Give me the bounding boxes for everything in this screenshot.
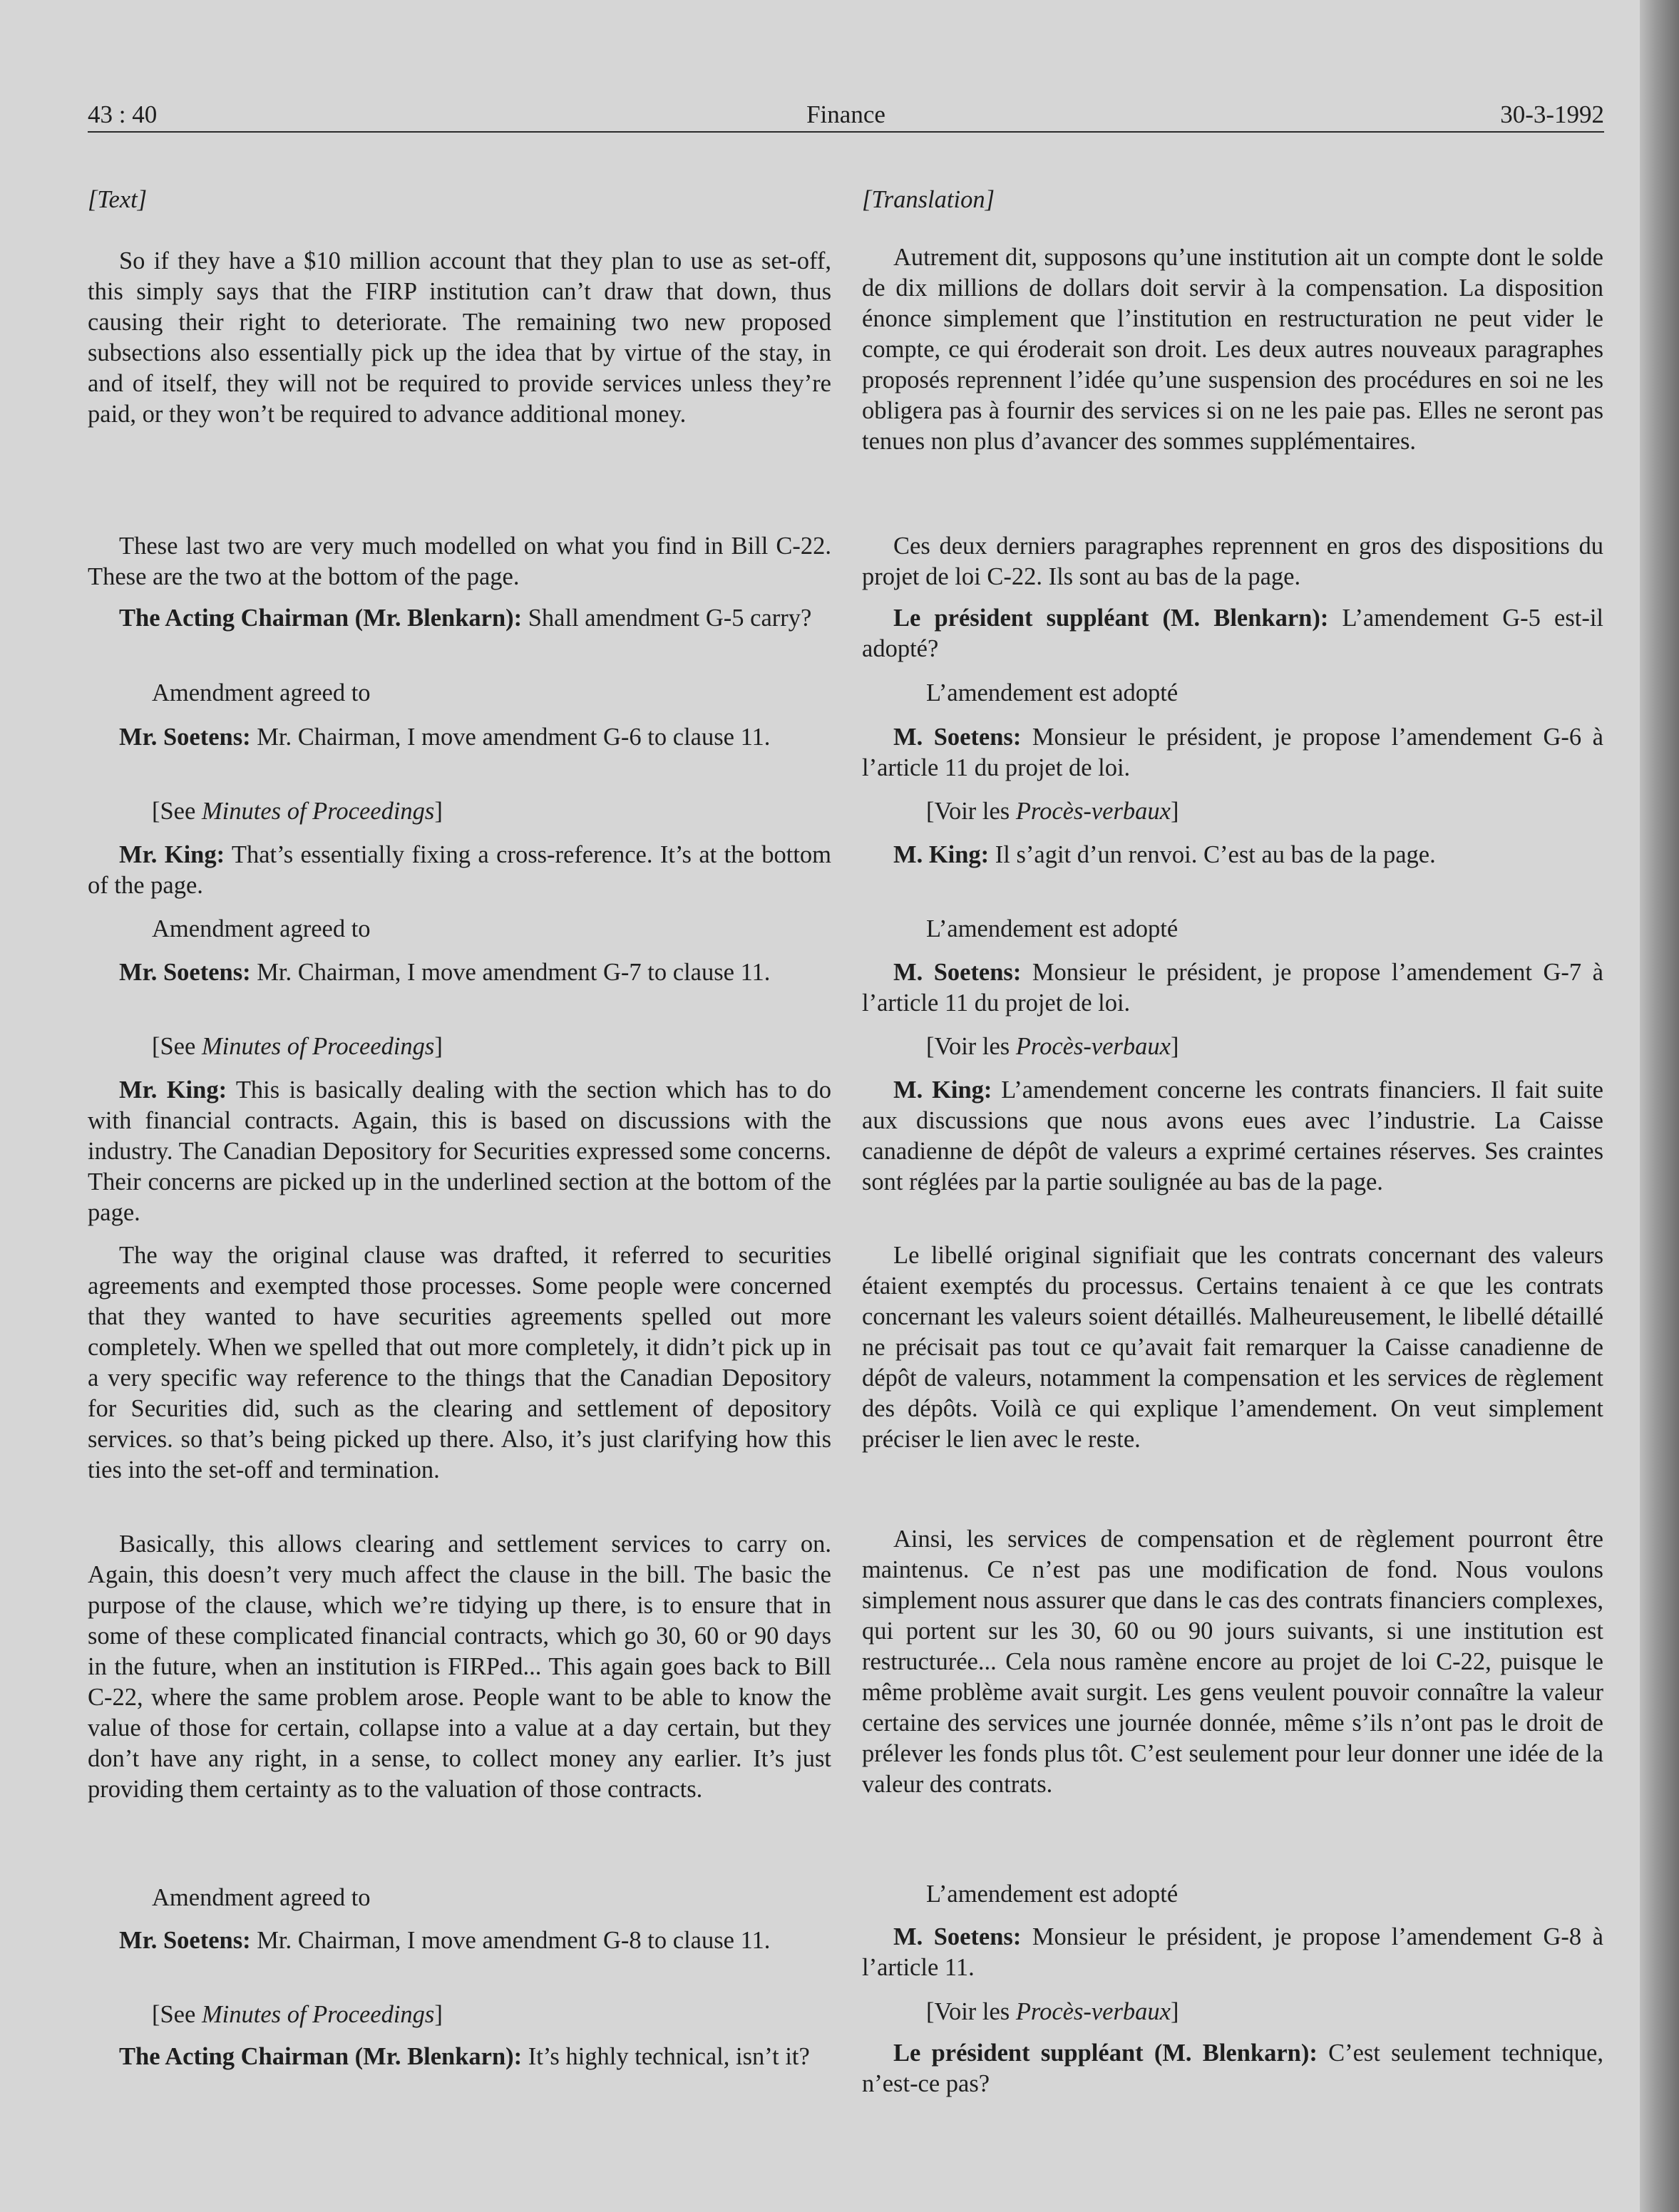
minutes-reference: [Voir les Procès-verbaux] [926,798,1179,825]
speaker-paragraph: Le président suppléant (M. Blenkarn): L’amendement G-5 est-il adopté? [862,605,1603,662]
speaker-name: Mr. King: [119,841,225,868]
motion-result: Amendment agreed to [152,915,371,942]
paragraph: Autrement dit, supposons qu’une institution ait un compte dont le solde de dix millions de dollars doit servir à la compensation. La disposition énonce simplement que l’institution en restructuration ne peut vider le compte, ce qui éroderait son droit. Les deux autres nouveaux paragraphes proposés reprennent l’idée qu’une suspension des procédures en soi ne les obligera pas à fournir des services si on ne les paie pas. Elles ne seront pas tenues non plus d’avancer des sommes supplémentaires. [862,244,1603,455]
speaker-paragraph: Mr. King: This is basically dealing with the section which has to do with financial contracts. Again, this is based on discussions with the industry. The Canadian Depository for Securities expressed some concerns. Their concerns are picked up in the underlined section at the bottom of the page. [88,1076,831,1226]
paragraph: So if they have a $10 million account that they plan to use as set-off, this simply says that the FIRP institution can’t draw that down, thus causing their right to deteriorate. The remaining two new proposed subsections also essentially pick up the idea that by virtue of the stay, in and of itself, they will not be required to provide services unless they’re paid, or they won’t be required to advance additional money. [88,247,831,428]
speaker-paragraph: M. Soetens: Monsieur le président, je propose l’amendement G-6 à l’article 11 du projet de loi. [862,724,1603,781]
speaker-paragraph: Mr. King: That’s essentially fixing a cross-reference. It’s at the bottom of the page. [88,841,831,899]
speaker-name: Le président suppléant (M. Blenkarn): [893,2039,1318,2067]
speaker-paragraph: M. Soetens: Monsieur le président, je propose l’amendement G-8 à l’article 11. [862,1923,1603,1981]
binding-spine [1640,0,1679,2212]
speaker-name: Mr. King: [119,1076,227,1104]
speaker-name: M. King: [893,1076,992,1104]
sitting-date: 30-3-1992 [1500,101,1604,128]
page-number: 43 : 40 [88,101,158,128]
paragraph: Le libellé original signifiait que les contrats concernant des valeurs étaient exemptés du processus. Certains tenaient à ce que les contrats concernant les valeurs soient détaillés. Malheureusement, le libellé détaillé ne précisait pas tout ce qu’avait fait remarquer la Caisse canadienne de dépôt de valeurs, notamment la compensation et les services de règlement des dépôts. Voilà ce qui explique l’amendement. On veut simplement préciser le lien avec le reste. [862,1242,1603,1453]
paragraph: These last two are very much modelled on what you find in Bill C-22. These are the two at the bottom of the page. [88,533,831,590]
speaker-name: Mr. Soetens: [119,724,251,751]
speaker-paragraph: M. King: Il s’agit d’un renvoi. C’est au bas de la page. [893,841,1436,868]
speaker-name: Mr. Soetens: [119,959,251,986]
speaker-name: M. Soetens: [893,1923,1022,1950]
speaker-name: The Acting Chairman (Mr. Blenkarn): [119,605,523,632]
speaker-paragraph: M. King: L’amendement concerne les contrats financiers. Il fait suite aux discussions que nous avons eues avec l’industrie. La Caisse canadienne de dépôt de valeurs a exprimé certaines réserves. Ses craintes sont réglées par la partie soulignée au bas de la page. [862,1076,1603,1195]
motion-result: Amendment agreed to [152,1884,371,1911]
speaker-paragraph: Mr. Soetens: Mr. Chairman, I move amendment G-7 to clause 11. [119,959,771,986]
minutes-reference: [Voir les Procès-verbaux] [926,1998,1179,2025]
speaker-paragraph: Mr. Soetens: Mr. Chairman, I move amendment G-6 to clause 11. [119,724,771,751]
speaker-name: M. Soetens: [893,959,1022,986]
motion-result: L’amendement est adopté [926,915,1179,942]
motion-result: L’amendement est adopté [926,1881,1179,1908]
minutes-reference: [See Minutes of Proceedings] [152,1033,443,1060]
speaker-name: Mr. Soetens: [119,1927,251,1954]
speaker-paragraph: Le président suppléant (M. Blenkarn): C’est seulement technique, n’est-ce pas? [862,2039,1603,2097]
speaker-name: The Acting Chairman (Mr. Blenkarn): [119,2043,523,2070]
text-label: [Text] [88,186,148,213]
motion-result: L’amendement est adopté [926,679,1179,706]
running-title: Finance [806,101,885,128]
minutes-reference: [See Minutes of Proceedings] [152,2001,443,2028]
minutes-reference: [Voir les Procès-verbaux] [926,1033,1179,1060]
speaker-paragraph: Mr. Soetens: Mr. Chairman, I move amendment G-8 to clause 11. [119,1927,771,1954]
paragraph: Basically, this allows clearing and settlement services to carry on. Again, this doesn’t very much affect the clause in the bill. The basic the purpose of the clause, which we’re tidying up there, is to ensure that in some of these complicated financial contracts, which go 30, 60 or 90 days in the future, when an institution is FIRPed... This again goes back to Bill C-22, where the same problem arose. People want to be able to know the value of those for certain, collapse into a value at a day certain, but they don’t have any right, in a sense, to collect money any earlier. It’s just providing them certainty as to the valuation of those contracts. [88,1531,831,1803]
speaker-paragraph: The Acting Chairman (Mr. Blenkarn): Shall amendment G-5 carry? [119,605,812,632]
speaker-name: M. Soetens: [893,724,1022,751]
minutes-reference: [See Minutes of Proceedings] [152,798,443,825]
paragraph: The way the original clause was drafted, it referred to securities agreements and exempted those processes. Some people were concerned that they wanted to have securities agreements spelled out more completely. When we spelled that out more completely, it didn’t pick up in a very specific way reference to the things that the Canadian Depository for Securities did, such as the clearing and settlement of depository services. so that’s being picked up there. Also, it’s just clarifying how this ties into the set-off and termination. [88,1242,831,1483]
motion-result: Amendment agreed to [152,679,371,706]
speaker-paragraph: The Acting Chairman (Mr. Blenkarn): It’s highly technical, isn’t it? [119,2043,810,2070]
running-header [88,98,1604,133]
translation-label: [Translation] [862,186,995,213]
paragraph: Ainsi, les services de compensation et de règlement pourront être maintenus. Ce n’est pas une modification de fond. Nous voulons simplement nous assurer que dans le cas des contrats financiers complexes, qui portent sur les 30, 60 ou 90 jours suivants, si une institution est restructurée... Cela nous ramène encore au projet de loi C-22, puisque le même problème avait surgit. Les gens veulent pouvoir connaître la valeur certaine des services une journée donnée, même s’ils n’ont pas le droit de prélever les fonds plus tôt. C’est seulement pour leur donner une idée de la valeur des contrats. [862,1526,1603,1798]
speaker-paragraph: M. Soetens: Monsieur le président, je propose l’amendement G-7 à l’article 11 du projet de loi. [862,959,1603,1017]
paragraph: Ces deux derniers paragraphes reprennent en gros des dispositions du projet de loi C-22. Ils sont au bas de la page. [862,533,1603,590]
speaker-name: Le président suppléant (M. Blenkarn): [893,605,1329,632]
speaker-name: M. King: [893,841,990,868]
